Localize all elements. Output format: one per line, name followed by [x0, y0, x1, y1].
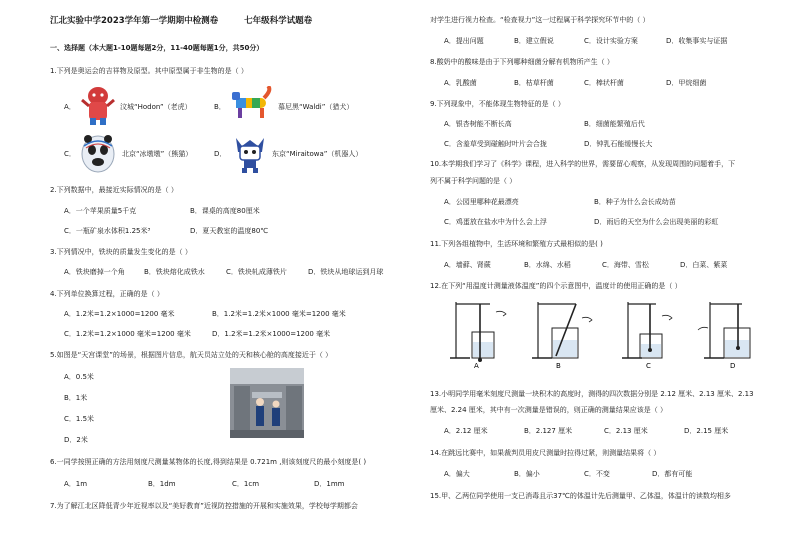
diagram-label-b: B [556, 362, 561, 370]
q7-option-d: D．收集事实与证据 [666, 37, 728, 45]
q5-stem: 5.如图是“天宫课堂”的场景，根据图片信息，航天员站立处的天和核心舱的高度接近于（ ） [50, 351, 333, 359]
exam-school-title: 江北实验中学2023学年第一学期期中检测卷 [50, 16, 219, 26]
thermometer-diagrams [450, 298, 780, 370]
q7-option-c: C．设计实验方案 [584, 37, 638, 45]
q8-option-b: B．枯草杆菌 [514, 79, 554, 87]
q2-option-c: C．一瓶矿泉水体积1.25米³ [64, 227, 151, 235]
panda-mascot-image [78, 132, 118, 174]
q4-stem: 4.下列单位换算过程，正确的是（ ） [50, 290, 164, 298]
diagram-label-a: A [474, 362, 479, 370]
q13-option-d: D．2.15 厘米 [684, 427, 729, 435]
q10-option-c: C．鸡蛋放在盐水中为什么会上浮 [444, 218, 547, 226]
q2-option-d: D．夏天教室的温度80℃ [190, 227, 269, 235]
q9-option-b: B．细菌能繁殖后代 [584, 120, 645, 128]
thermometer-setup-a [450, 302, 506, 362]
q5-option-c: C．1.5米 [64, 415, 95, 423]
q2-option-a: A．一个苹果质量5千克 [64, 207, 137, 215]
q1-option-c-label: C． [64, 150, 76, 158]
diagram-label-c: C [646, 362, 651, 370]
q5-option-d: D．2米 [64, 436, 88, 444]
dachshund-mascot-image [228, 86, 274, 122]
q2-option-b: B．课桌的高度80厘米 [190, 207, 260, 215]
q1-option-a-label: A． [64, 103, 76, 111]
q5-option-a: A．0.5米 [64, 373, 94, 381]
q1-option-d-label: D． [214, 150, 227, 158]
q8-stem: 8.酸奶中的酸味是由于下列哪种细菌分解有机物所产生（ ） [430, 58, 614, 66]
exam-title [50, 16, 312, 27]
q10-stem: 10.本学期我们学习了《科学》课程，进入科学的世界，需要留心观察，从发现周围的问题着手，下 [430, 160, 736, 168]
q15-stem: 15.甲、乙两位同学使用一支已消毒且示37℃的体温计先后测量甲、乙体温，体温计的读数均相多 [430, 492, 731, 500]
q6-option-a: A．1m [64, 480, 88, 488]
q8-option-a: A．乳酸菌 [444, 79, 477, 87]
q8-option-c: C．棒状杆菌 [584, 79, 624, 87]
q13-option-c: C．2.13 厘米 [604, 427, 648, 435]
q6-stem: 6.一同学按照正确的方法用刻度尺测量某物体的长度,得到结果是 0.721m ,则该刻度尺的最小刻度是( ) [50, 458, 367, 466]
q10-stem-line2: 列不属于科学问题的是（ ） [430, 177, 517, 185]
q11-option-d: D．白菜、紫菜 [680, 261, 728, 269]
thermometer-setup-b [532, 302, 592, 358]
robot-mascot-image [232, 132, 268, 174]
q11-stem: 11.下列各组植物中，生活环境和繁殖方式最相似的是( ) [430, 240, 603, 248]
q14-option-b: B．偏小 [514, 470, 540, 478]
tiger-mascot-image [80, 86, 116, 126]
q3-option-b: B．铁块熔化成铁水 [144, 268, 205, 276]
q7-option-a: A．提出问题 [444, 37, 484, 45]
q1-option-c-text: 北京“冰墩墩”（熊猫） [122, 150, 193, 158]
q13-option-a: A．2.12 厘米 [444, 427, 488, 435]
q9-option-c: C．含羞草受到碰触时叶片会合拢 [444, 140, 547, 148]
q3-option-d: D．铁块从地球运到月球 [308, 268, 384, 276]
q9-option-d: D．钟乳石能缓慢长大 [584, 140, 653, 148]
q9-stem: 9.下列现象中，不能体现生物特征的是（ ） [430, 100, 565, 108]
q10-option-a: A．公园里哪种花最漂亮 [444, 198, 519, 206]
q14-option-d: D．都有可能 [652, 470, 693, 478]
q3-option-a: A．铁块磨掉一个角 [64, 268, 125, 276]
q9-option-a: A．银杏树能不断长高 [444, 120, 512, 128]
q7-stem: 7.为了解江北区降低青少年近视率以及“美好教育”近视防控措施的开展和实施效果，学校每学期都会 [50, 502, 358, 510]
q1-option-b-label: B． [214, 103, 226, 111]
q11-option-c: C．海带、雪松 [602, 261, 649, 269]
thermometer-setup-d [698, 302, 750, 358]
q4-option-d: D．1.2米=1.2米×1000=1200 毫米 [212, 330, 331, 338]
q6-option-c: C．1cm [232, 480, 260, 488]
q4-option-a: A．1.2米=1.2×1000=1200 毫米 [64, 310, 175, 318]
q14-option-c: C．不变 [584, 470, 610, 478]
q13-option-b: B．2.127 厘米 [524, 427, 573, 435]
q3-stem: 3.下列情况中，铁块的质量发生变化的是（ ） [50, 248, 192, 256]
q6-option-b: B．1dm [148, 480, 176, 488]
q13-stem-line2: 厘米、2.24 厘米，其中有一次测量是错误的，则正确的测量结果应该是（ ） [430, 406, 668, 414]
thermometer-setup-c [622, 302, 672, 358]
q1-option-b-text: 慕尼黑“Waldi”（猎犬） [278, 103, 354, 111]
q11-option-b: B．水绵、水稻 [524, 261, 571, 269]
q7-option-b: B．建立假说 [514, 37, 554, 45]
q11-option-a: A．墙藓、肾蕨 [444, 261, 491, 269]
q7-stem-continued: 对学生进行视力检查。“检查视力”这一过程属于科学探究环节中的（ ） [430, 16, 650, 24]
q10-option-d: D．雨后的天空为什么会出现美丽的彩虹 [594, 218, 719, 226]
q14-stem: 14.在跳远比赛中，如果裁判员用皮尺测量时拉得过紧，则测量结果将（ ） [430, 449, 661, 457]
q8-option-d: D．甲烷细菌 [666, 79, 707, 87]
q1-option-a-text: 汶城“Hodon”（老虎） [120, 103, 192, 111]
left-column [36, 0, 398, 543]
q5-option-b: B．1米 [64, 394, 88, 402]
section1-header: 一、选择题（本大题1-10题每题2分，11-40题每题1分，共50分） [50, 44, 264, 52]
q1-stem: 1.下列是奥运会的吉祥物及原型。其中原型属于非生物的是（ ） [50, 67, 248, 75]
q1-option-d-text: 东京“Miraitowa”（机器人） [272, 150, 363, 158]
q14-option-a: A．偏大 [444, 470, 470, 478]
q4-option-c: C．1.2米=1.2×1000 毫米=1200 毫米 [64, 330, 191, 338]
q2-stem: 2.下列数据中，最接近实际情况的是（ ） [50, 186, 178, 194]
q4-option-b: B．1.2米=1.2米×1000 毫米=1200 毫米 [212, 310, 346, 318]
right-column [420, 0, 782, 543]
q12-stem: 12.在下列“用温度计测量液体温度”的四个示意图中，温度计的使用正确的是（ ） [430, 282, 682, 290]
q3-option-c: C．铁块轧成薄铁片 [226, 268, 287, 276]
space-station-photo [230, 368, 304, 438]
exam-subject-title: 七年级科学试题卷 [244, 16, 313, 26]
q13-stem: 13.小明同学用毫米刻度尺测量一块积木的高度时，测得的四次数据分别是 2.12 厘米、2.13 厘米、2.13 [430, 390, 754, 398]
diagram-label-d: D [730, 362, 736, 370]
q6-option-d: D．1mm [314, 480, 345, 488]
q10-option-b: B．种子为什么会长成幼苗 [594, 198, 676, 206]
